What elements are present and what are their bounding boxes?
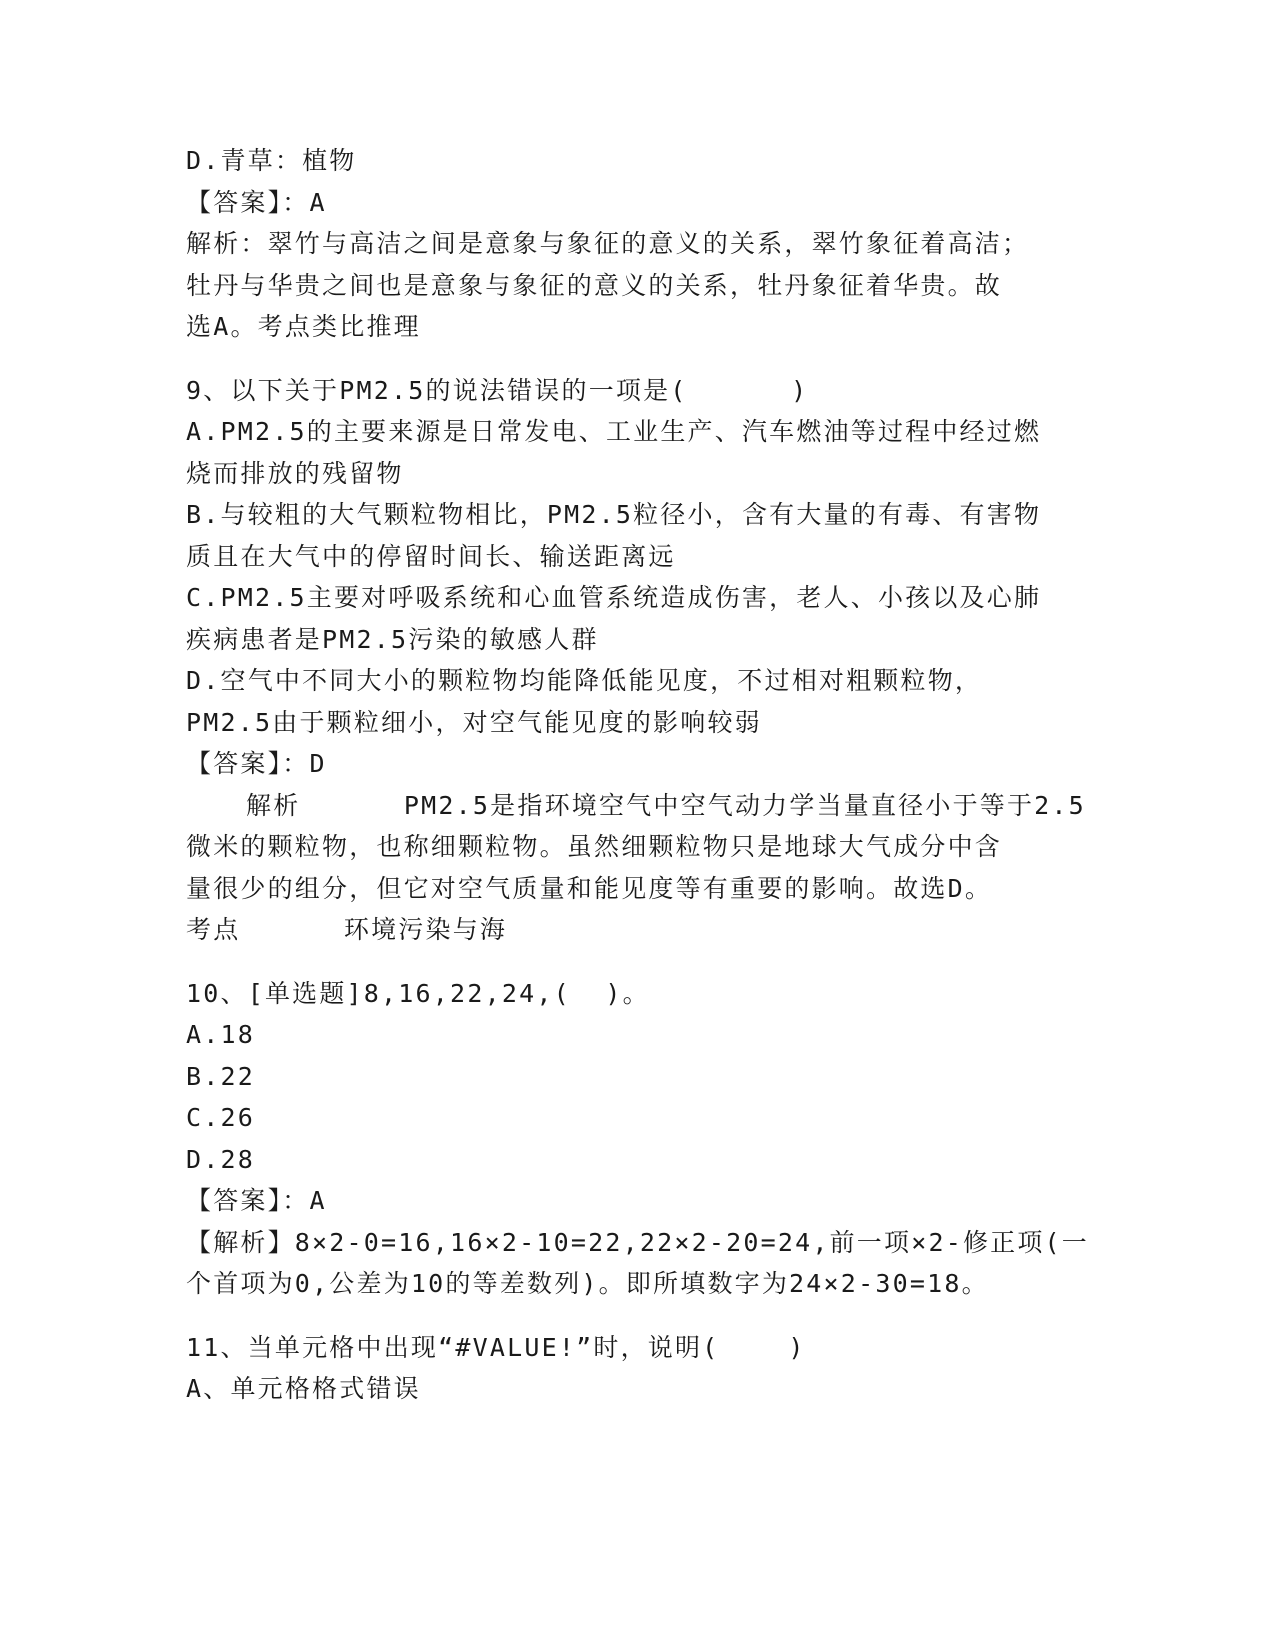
q9-analysis-line: 解析 PM2.5是指环境空气中空气动力学当量直径小于等于2.5 [246, 790, 1086, 820]
q9-option-line: B.与较粗的大气颗粒物相比，PM2.5粒径小，含有大量的有毒、有害物 [186, 500, 1042, 529]
q10-option: A.18 [186, 1020, 256, 1049]
q10-option: D.28 [186, 1144, 256, 1174]
q9-option-line: A.PM2.5的主要来源是日常发电、工业生产、汽车燃油等过程中经过燃 [186, 417, 1042, 446]
q8-option-d: D.青草：植物 [186, 146, 357, 175]
q10-option: C.26 [186, 1103, 256, 1132]
q9-option-line: D.空气中不同大小的颗粒物均能降低能见度，不过相对粗颗粒物， [186, 666, 983, 695]
q8-analysis-line: 解析：翠竹与高洁之间是意象与象征的意义的关系，翠竹象征着高洁； [186, 229, 1030, 258]
q9-option-line: 质且在大气中的停留时间长、输送距离远 [186, 541, 676, 571]
q11-option: A、单元格格式错误 [186, 1374, 421, 1403]
q8-answer: 【答案】：A [186, 187, 327, 217]
q10-analysis-line: 【解析】8×2-0=16,16×2-10=22,22×2-20=24,前一项×2-修正项(一 [186, 1227, 1089, 1257]
q9-question: 9、以下关于PM2.5的说法错误的一项是( ) [186, 375, 809, 405]
q9-analysis-line: 微米的颗粒物，也称细颗粒物。虽然细颗粒物只是地球大气成分中含 [186, 832, 1003, 861]
q8-analysis-line: 选A。考点类比推理 [186, 312, 421, 341]
q10-analysis-line: 个首项为0,公差为10的等差数列)。即所填数字为24×2-30=18。 [186, 1269, 989, 1298]
q9-option-line: C.PM2.5主要对呼吸系统和心血管系统造成伤害，老人、小孩以及心肺 [186, 583, 1042, 612]
q10-question: 10、[单选题]8,16,22,24,( )。 [186, 978, 650, 1008]
q9-option-line: 烧而排放的残留物 [186, 458, 404, 488]
q10-option: B.22 [186, 1061, 256, 1091]
q10-answer: 【答案】：A [186, 1186, 327, 1215]
q9-answer: 【答案】：D [186, 749, 327, 778]
q11-question: 11、当单元格中出现“#VALUE!”时，说明( ) [186, 1332, 806, 1362]
q8-analysis-line: 牡丹与华贵之间也是意象与象征的意义的关系，牡丹象征着华贵。故 [186, 270, 1003, 300]
q9-option-line: PM2.5由于颗粒细小，对空气能见度的影响较弱 [186, 707, 762, 737]
q9-option-line: 疾病患者是PM2.5污染的敏感人群 [186, 624, 599, 654]
q9-analysis-line: 量很少的组分，但它对空气质量和能见度等有重要的影响。故选D。 [186, 873, 993, 903]
document-page [186, 140, 1091, 1410]
q9-analysis-line: 考点 环境污染与海 [186, 915, 508, 944]
